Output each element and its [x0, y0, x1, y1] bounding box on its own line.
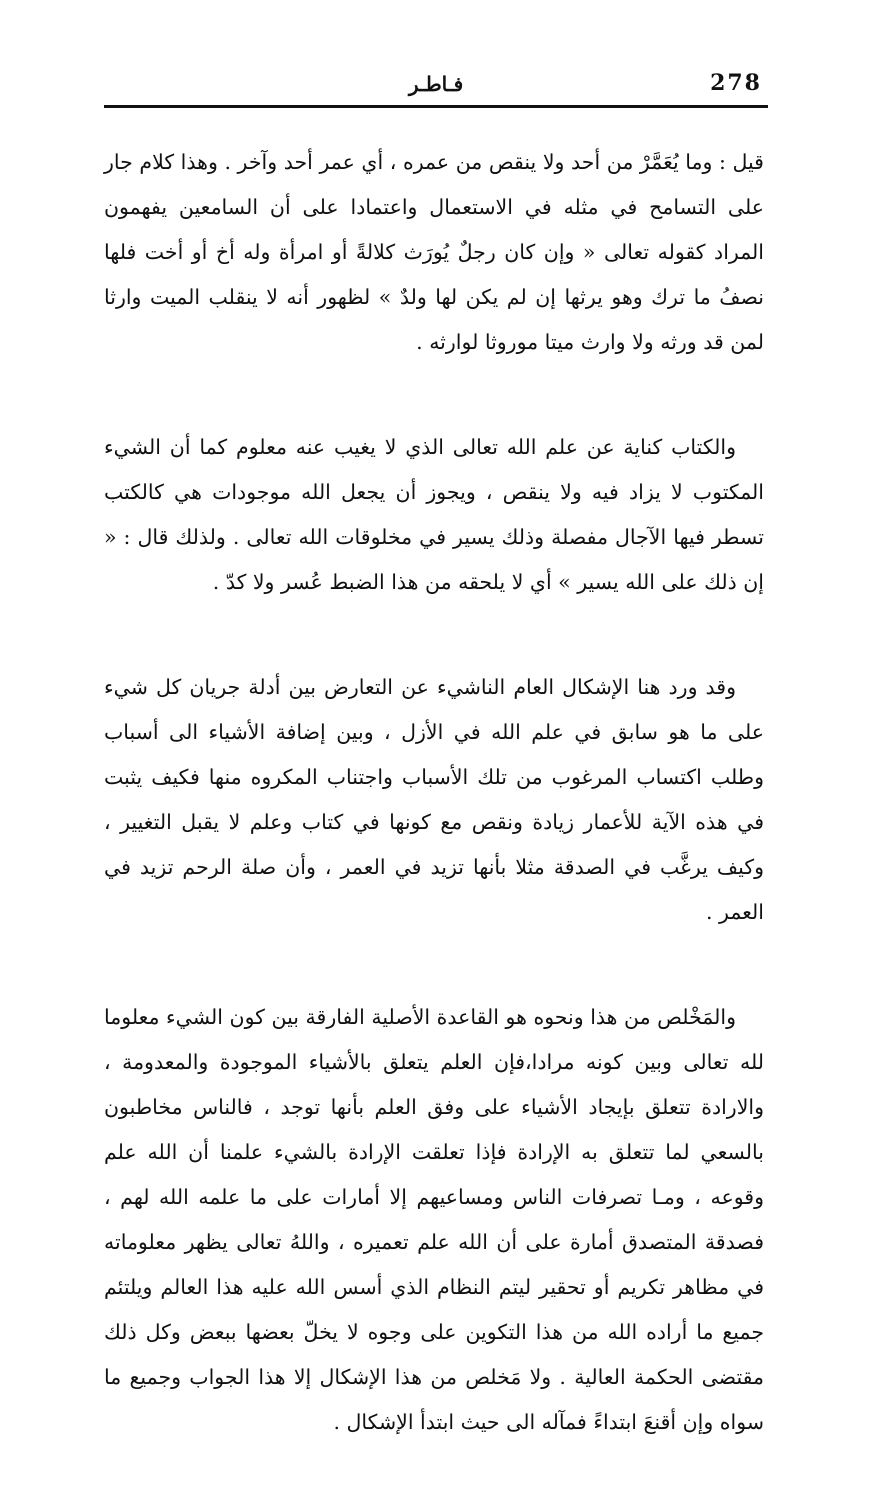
running-title: فـاطـر: [408, 72, 464, 96]
page-number: 278: [710, 70, 762, 96]
paragraph-4: والمَخْلص من هذا ونحوه هو القاعدة الأصلية الفارقة بين كون الشيء معلوما لله تعالى وبين كونه مرادا،فإن العلم يتعلق بالأشياء الموجودة والمعدومة ، والارادة تتعلق بإيجاد الأشياء على وفق العلم بأنها توجد ، فالناس مخاطبون بالسعي لما تتعلق به الإرادة فإذا تعلقت الإرادة بالشيء علمنا أن الله علم وقوعه ، ومـا تصرفات الناس ومساعيهم إلا أمارات على ما علمه الله لهم ، فصدقة المتصدق أمارة على أن الله علم تعميره ، واللهُ تعالى يظهر معلوماته في مظاهر تكريم أو تحقير ليتم النظام الذي أسس الله عليه هذا العالم ويلتئم جميع ما أراده الله من هذا التكوين على وجوه لا يخلّ بعضها ببعض وكل ذلك مقتضى الحكمة العالية . ولا مَخلص من هذا الإشكال إلا هذا الجواب وجميع ما سواه وإن أقنعَ ابتداءً فمآله الى حيث ابتدأ الإشكال .: [104, 1005, 764, 1434]
paragraph-3: وقد ورد هنا الإشكال العام الناشيء عن التعارض بين أدلة جريان كل شيء على ما هو سابق في علم الله في الأزل ، وبين إضافة الأشياء الى أسباب وطلب اكتساب المرغوب من تلك الأسباب واجتناب المكروه منها فكيف يثبت في هذه الآية للأعمار زيادة ونقص مع كونها في كتاب وعلم لا يقبل التغيير ، وكيف يرغَّب في الصدقة مثلا بأنها تزيد في العمر ، وأن صلة الرحم تزيد في العمر .: [104, 675, 764, 924]
page-header: [104, 68, 768, 102]
paragraph-1: قيل : وما يُعَمَّرْ من أحد ولا ينقص من عمره ، أي عمر أحد وآخر . وهذا كلام جار على التسامح في مثله في الاستعمال واعتمادا على أن السامعين يفهمون المراد كقوله تعالى « وإن كان رجلٌ يُورَث كلالةً أو امرأة وله أخ أو أخت فلها نصفُ ما ترك وهو يرثها إن لم يكن لها ولدٌ » لظهور أنه لا ينقلب الميت وارثا لمن قد ورثه ولا وارث ميتا موروثا لوارثه .: [104, 150, 764, 354]
paragraph-2: والكتاب كناية عن علم الله تعالى الذي لا يغيب عنه معلوم كما أن الشيء المكتوب لا يزاد فيه ولا ينقص ، ويجوز أن يجعل الله موجودات هي كالكتب تسطر فيها الآجال مفصلة وذلك يسير في مخلوقات الله تعالى . ولذلك قال : « إن ذلك على الله يسير » أي لا يلحقه من هذا الضبط عُسر ولا كدّ .: [104, 435, 764, 594]
body-text: [104, 140, 764, 1505]
header-rule: [104, 105, 768, 108]
